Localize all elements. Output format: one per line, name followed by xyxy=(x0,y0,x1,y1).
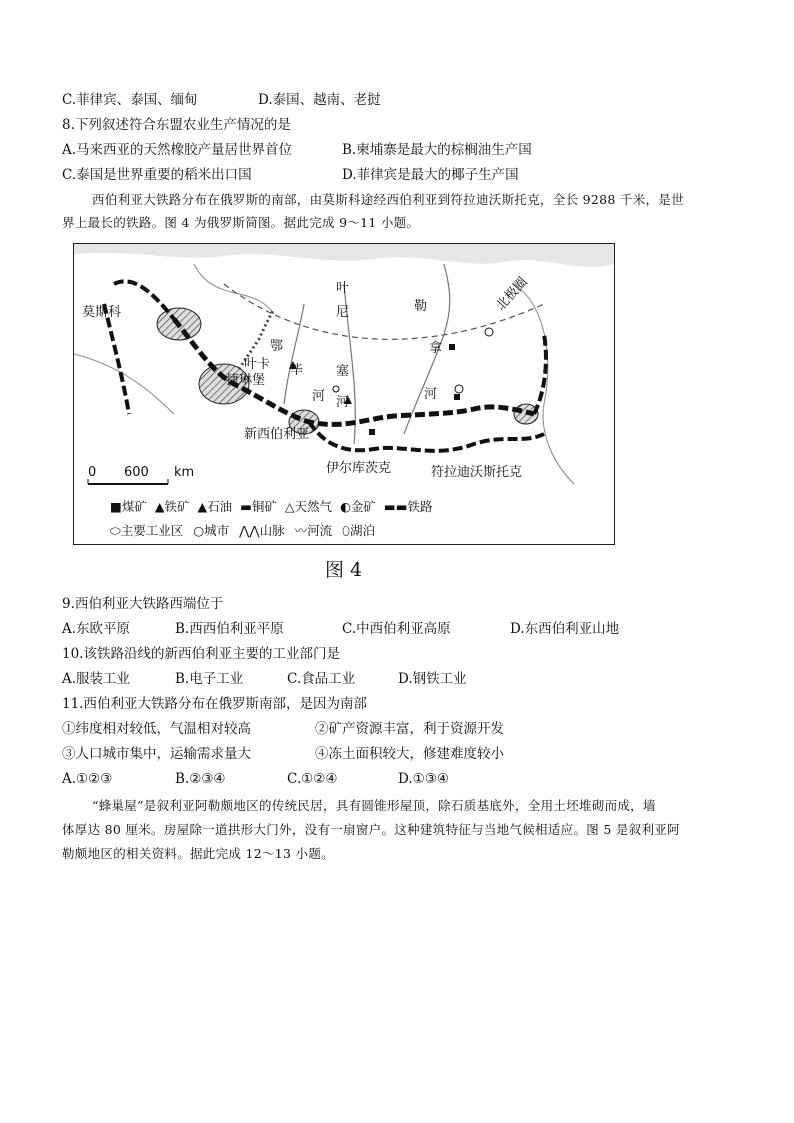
intro1-line2: 界上最长的铁路。图 4 为俄罗斯简图。据此完成 9～11 小题。 xyxy=(62,215,420,230)
industry-zone-icon: ⬭ xyxy=(110,523,121,538)
intro2-line1: “蜂巢屋”是叙利亚阿勒颇地区的传统民居，具有圆锥形屋顶，除石质基底外，全用土坯堆砌而成，墙 xyxy=(92,798,656,813)
legend-river: 河流 xyxy=(307,523,333,538)
q11-stem: 11.西伯利亚大铁路分布在俄罗斯南部，是因为南部 xyxy=(62,696,367,712)
q10-stem: 10.该铁路沿线的新西伯利亚主要的工业部门是 xyxy=(62,646,340,662)
label-lena-1: 勒 xyxy=(414,299,428,314)
legend-mountain: 山脉 xyxy=(259,523,285,538)
q11-statement-4: ④冻土面积较大，修建难度较小 xyxy=(315,746,504,762)
label-ob-1: 鄂 xyxy=(270,339,284,354)
map-legend xyxy=(110,497,590,539)
q8-option-a: A.马来西亚的天然橡胶产量居世界首位 xyxy=(62,142,293,158)
q8-option-c: C.泰国是世界重要的稻米出口国 xyxy=(62,167,252,183)
gold-marker xyxy=(455,385,463,393)
q7-option-c: C.菲律宾、泰国、缅甸 xyxy=(62,92,198,108)
legend-gold: 金矿 xyxy=(350,499,376,514)
label-arctic-circle: 北极圈 xyxy=(493,274,531,314)
figure-caption: 图 4 xyxy=(325,559,363,581)
river-icon: 〰 xyxy=(294,523,308,538)
q8-option-d: D.菲律宾是最大的椰子生产国 xyxy=(342,167,519,183)
gold-icon: ◐ xyxy=(340,499,351,514)
q10-option-b: B.电子工业 xyxy=(175,671,244,687)
legend-industry: 主要工业区 xyxy=(120,523,184,538)
arctic-sea xyxy=(74,244,614,267)
coal-marker xyxy=(454,394,460,400)
legend-city: 城市 xyxy=(204,523,230,538)
label-ob-3: 河 xyxy=(312,389,326,404)
copper-icon: ▬ xyxy=(240,499,252,514)
scale-zero: 0 xyxy=(88,465,97,480)
lake-icon: ⬯ xyxy=(342,523,350,538)
railway-branch-south xyxy=(104,304,129,414)
label-lena-2: 拿 xyxy=(429,341,443,356)
mountain-icon: ⋀⋀ xyxy=(239,523,260,538)
q11-option-b: B.②③④ xyxy=(175,771,226,787)
q11-option-a: A.①②③ xyxy=(62,771,113,787)
legend-gas: 天然气 xyxy=(294,499,333,514)
railway-baikal-branch xyxy=(309,422,544,451)
legend-lake: 湖泊 xyxy=(350,523,376,538)
q9-option-b: B.西西伯利亚平原 xyxy=(175,621,284,637)
oil-icon: ▲ xyxy=(197,499,208,514)
q11-option-c: C.①②④ xyxy=(287,771,338,787)
q9-option-d: D.东西伯利亚山地 xyxy=(510,621,620,637)
label-lena-3: 河 xyxy=(424,387,438,402)
label-yenisei-2: 尼 xyxy=(336,305,350,320)
q11-statement-3: ③人口城市集中，运输需求量大 xyxy=(62,746,251,762)
q10-option-d: D.钢铁工业 xyxy=(398,671,467,687)
q10-option-c: C.食品工业 xyxy=(287,671,356,687)
legend-coal: 煤矿 xyxy=(121,499,147,514)
intro2-line2: 体厚达 80 厘米。房屋除一道拱形大门外，没有一扇窗户。这种建筑特征与当地气候相适应。图 5 是叙利亚阿 xyxy=(62,822,680,837)
city-icon: ○ xyxy=(193,523,205,538)
intro1-line1: 西伯利亚大铁路分布在俄罗斯的南部，由莫斯科途经西伯利亚到符拉迪沃斯托克，全长 9288 千米，是世 xyxy=(92,192,684,207)
lena-river xyxy=(404,264,450,434)
q11-statement-2: ②矿产资源丰富，利于资源开发 xyxy=(315,721,504,737)
legend-rail: 铁路 xyxy=(407,499,433,514)
q9-stem: 9.西伯利亚大铁路西端位于 xyxy=(62,596,224,612)
label-moscow: 莫斯科 xyxy=(82,305,122,320)
legend-iron: 铁矿 xyxy=(164,499,190,514)
label-yenisei-4: 河 xyxy=(336,395,350,410)
gold-marker xyxy=(485,328,493,336)
label-novosibirsk: 新西伯利亚 xyxy=(244,427,310,442)
railway-icon: ▬▬ xyxy=(383,499,408,514)
q11-statement-1: ①纬度相对较低，气温相对较高 xyxy=(62,721,251,737)
q11-option-d: D.①③④ xyxy=(398,771,449,787)
label-yenisei-1: 叶 xyxy=(336,281,350,296)
scale-unit: km xyxy=(174,465,195,480)
intro2-line3: 勒颇地区的相关资料。据此完成 12～13 小题。 xyxy=(62,846,334,861)
coastline-west xyxy=(74,354,174,414)
q9-option-a: A.东欧平原 xyxy=(62,621,131,637)
label-irkutsk: 伊尔库茨克 xyxy=(326,461,392,476)
scale-600: 600 xyxy=(124,465,149,480)
iron-icon: ▲ xyxy=(154,499,165,514)
legend-oil: 石油 xyxy=(207,499,233,514)
label-yekaterinburg-1: 叶卡 xyxy=(244,357,271,372)
city-marker xyxy=(333,386,339,392)
label-yenisei-3: 塞 xyxy=(336,364,350,379)
q10-option-a: A.服装工业 xyxy=(62,671,131,687)
label-vladivostok: 符拉迪沃斯托克 xyxy=(431,465,523,480)
legend-copper: 铜矿 xyxy=(251,499,277,514)
q8-option-b: B.柬埔寨是最大的棕榈油生产国 xyxy=(342,142,532,158)
q8-stem: 8.下列叙述符合东盟农业生产情况的是 xyxy=(62,117,291,133)
coastline xyxy=(194,264,274,314)
coal-marker xyxy=(449,344,455,350)
ob-river xyxy=(284,304,304,404)
label-ob-2: 毕 xyxy=(290,363,304,378)
label-yekaterinburg-2: 捷琳堡 xyxy=(226,373,266,388)
coal-icon: ■ xyxy=(110,499,122,514)
q7-option-d: D.泰国、越南、老挝 xyxy=(258,92,381,108)
q9-option-c: C.中西伯利亚高原 xyxy=(342,621,451,637)
coal-marker xyxy=(369,429,375,435)
gas-icon: △ xyxy=(284,499,295,514)
